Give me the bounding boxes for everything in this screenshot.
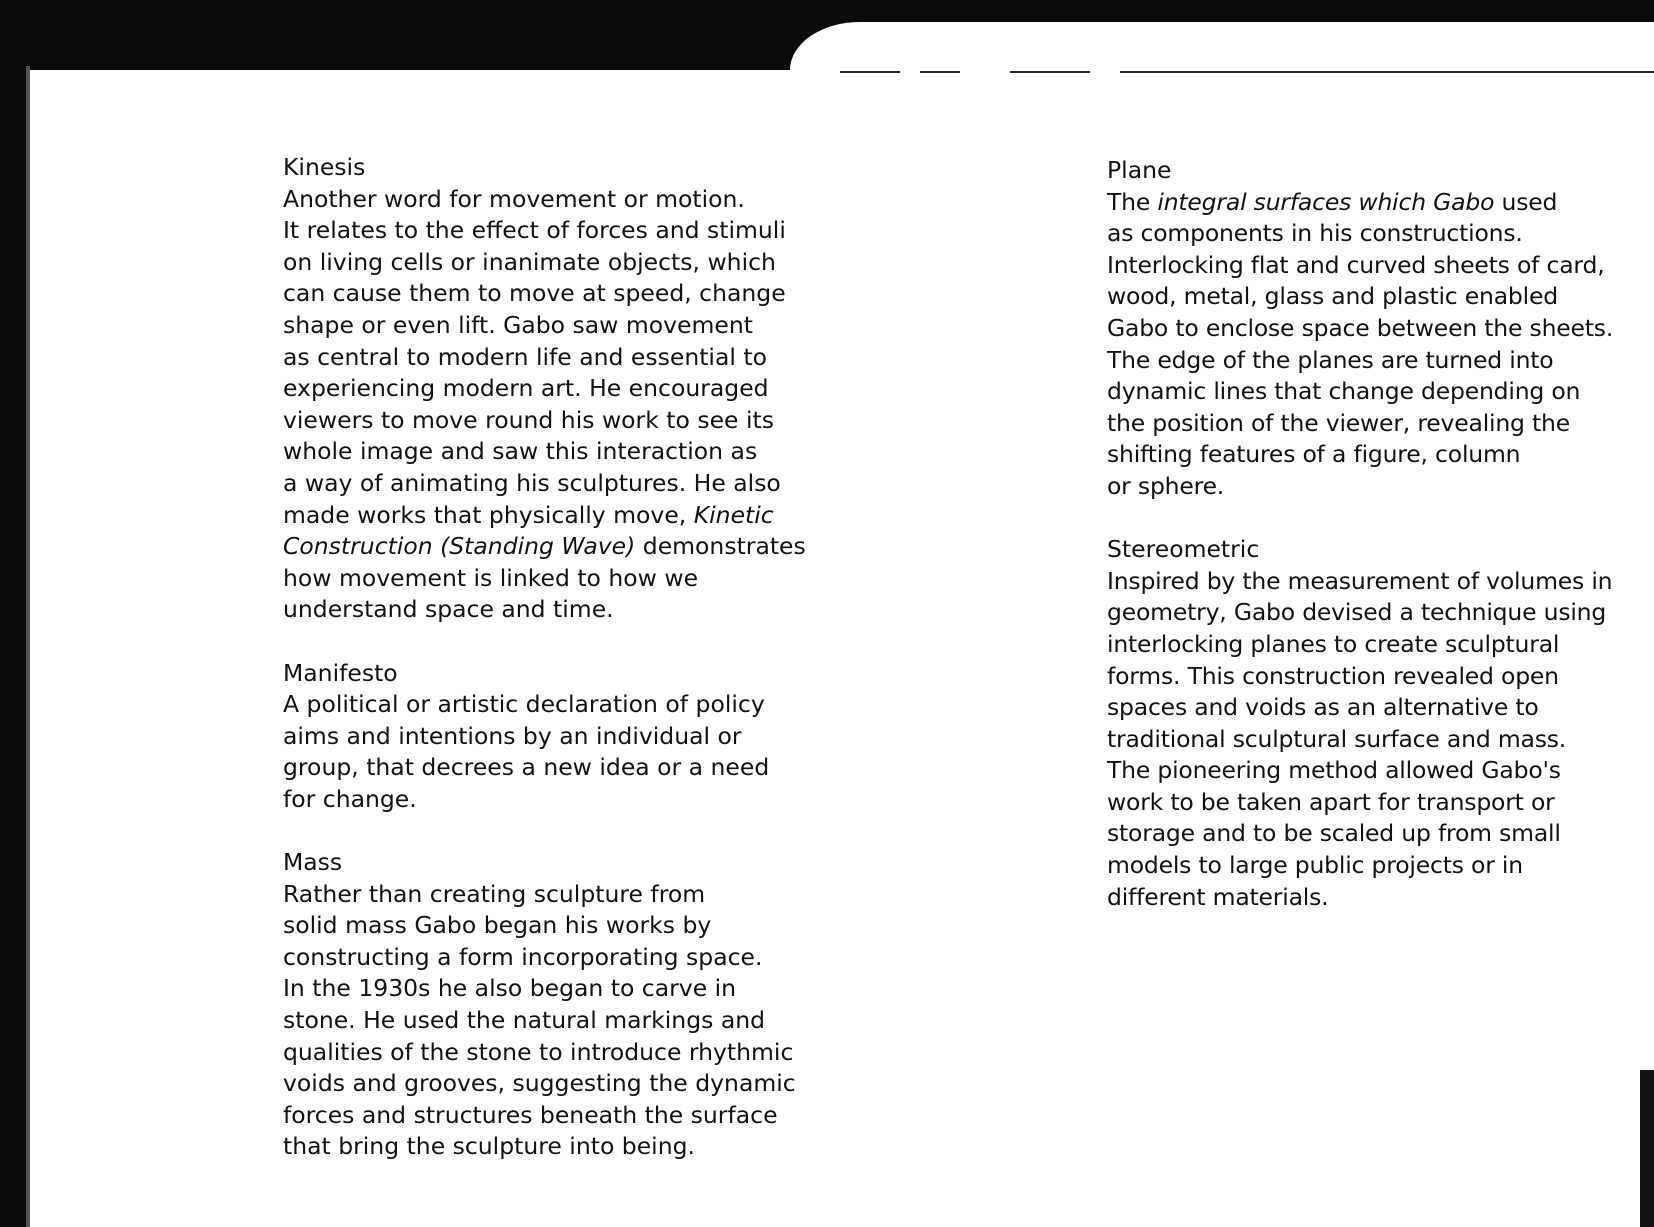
term-heading: Kinesis	[283, 153, 366, 181]
definition-line: whole image and saw this interaction as	[283, 437, 758, 466]
definition-line: the position of the viewer, revealing the	[1107, 408, 1570, 437]
definition-line: aims and intentions by an individual or	[283, 721, 742, 750]
term-heading: Manifesto	[283, 658, 398, 687]
glossary-entry-stereometric	[1107, 534, 1627, 913]
definition-line: dynamic lines that change depending on	[1107, 377, 1581, 406]
page-edge-line	[920, 71, 960, 73]
artwork-title: Kinetic	[693, 500, 774, 529]
definition-line: Inspired by the measurement of volumes in	[1107, 566, 1613, 595]
term-heading: Stereometric	[1107, 535, 1260, 564]
definition-text: made works that physically move,	[283, 500, 694, 529]
definition-line: as central to modern life and essential to	[283, 342, 767, 371]
definition-line: that bring the sculpture into being.	[283, 1132, 695, 1161]
right-column	[1107, 155, 1627, 945]
definition-line: A political or artistic declaration of policy	[283, 690, 765, 719]
artwork-title: Construction (Standing Wave)	[283, 532, 636, 561]
glossary-entry-kinesis	[283, 152, 806, 626]
definition-line: The edge of the planes are turned into	[1107, 345, 1554, 374]
definition-line: interlocking planes to create sculptural	[1107, 629, 1560, 658]
definition-line: as components in his constructions.	[1107, 219, 1523, 248]
glossary-entry-mass	[283, 847, 803, 1163]
definition-line: It relates to the effect of forces and stimuli	[283, 216, 786, 245]
definition-line	[283, 531, 806, 563]
term-heading: Mass	[283, 848, 343, 877]
scan-left-edge	[26, 66, 30, 1227]
page-edge-line	[1010, 71, 1090, 73]
definition-line: forms. This construction revealed open	[1107, 661, 1559, 690]
definition-line: wood, metal, glass and plastic enabled	[1107, 282, 1558, 311]
definition-line: Another word for movement or motion.	[283, 184, 745, 213]
definition-text: The	[1107, 187, 1158, 216]
definition-line: on living cells or inanimate objects, which	[283, 247, 776, 276]
term-heading: Plane	[1107, 156, 1172, 184]
definition-line: work to be taken apart for transport or	[1107, 787, 1555, 816]
definition-line: Interlocking flat and curved sheets of card,	[1107, 250, 1605, 279]
definition-text: used	[1494, 187, 1558, 216]
definition-line: Rather than creating sculpture from	[283, 879, 706, 908]
definition-line: shape or even lift. Gabo saw movement	[283, 310, 753, 339]
definition-line: experiencing modern art. He encouraged	[283, 374, 769, 403]
page-edge-line	[840, 71, 900, 73]
definition-line: or sphere.	[1107, 471, 1225, 500]
definition-line: can cause them to move at speed, change	[283, 279, 786, 308]
definition-line: voids and grooves, suggesting the dynamic	[283, 1069, 796, 1098]
definition-line: constructing a form incorporating space.	[283, 942, 763, 971]
left-column	[283, 152, 806, 1195]
definition-line: for change.	[283, 784, 417, 813]
definition-line: geometry, Gabo devised a technique using	[1107, 598, 1607, 627]
scan-right-shadow	[1640, 1070, 1654, 1227]
glossary-entry-plane	[1107, 155, 1627, 503]
definition-line: forces and structures beneath the surface	[283, 1100, 778, 1129]
definition-line: solid mass Gabo began his works by	[283, 911, 712, 940]
definition-line: qualities of the stone to introduce rhythmic	[283, 1037, 794, 1066]
definition-line: understand space and time.	[283, 595, 614, 624]
definition-line: spaces and voids as an alternative to	[1107, 693, 1539, 722]
definition-line: different materials.	[1107, 882, 1329, 911]
definition-line: a way of animating his sculptures. He also	[283, 468, 781, 497]
definition-line: shifting features of a figure, column	[1107, 440, 1521, 469]
definition-line	[283, 500, 803, 532]
definition-line: traditional sculptural surface and mass.	[1107, 724, 1567, 753]
definition-line: In the 1930s he also began to carve in	[283, 974, 737, 1003]
definition-line: The pioneering method allowed Gabo's	[1107, 756, 1561, 785]
definition-line: how movement is linked to how we	[283, 563, 699, 592]
definition-line: storage and to be scaled up from small	[1107, 819, 1561, 848]
glossary-entry-manifesto	[283, 658, 803, 816]
page-edge-line	[1120, 71, 1654, 73]
definition-line: Gabo to enclose space between the sheets.	[1107, 313, 1614, 342]
emphasis-text: integral surfaces which Gabo	[1157, 187, 1495, 216]
definition-line: group, that decrees a new idea or a need	[283, 753, 770, 782]
definition-line: models to large public projects or in	[1107, 851, 1523, 880]
definition-line: viewers to move round his work to see its	[283, 405, 774, 434]
definition-text: demonstrates	[635, 532, 806, 561]
scan-left-shadow	[0, 60, 26, 1227]
definition-line	[1107, 187, 1627, 219]
definition-line: stone. He used the natural markings and	[283, 1006, 766, 1035]
